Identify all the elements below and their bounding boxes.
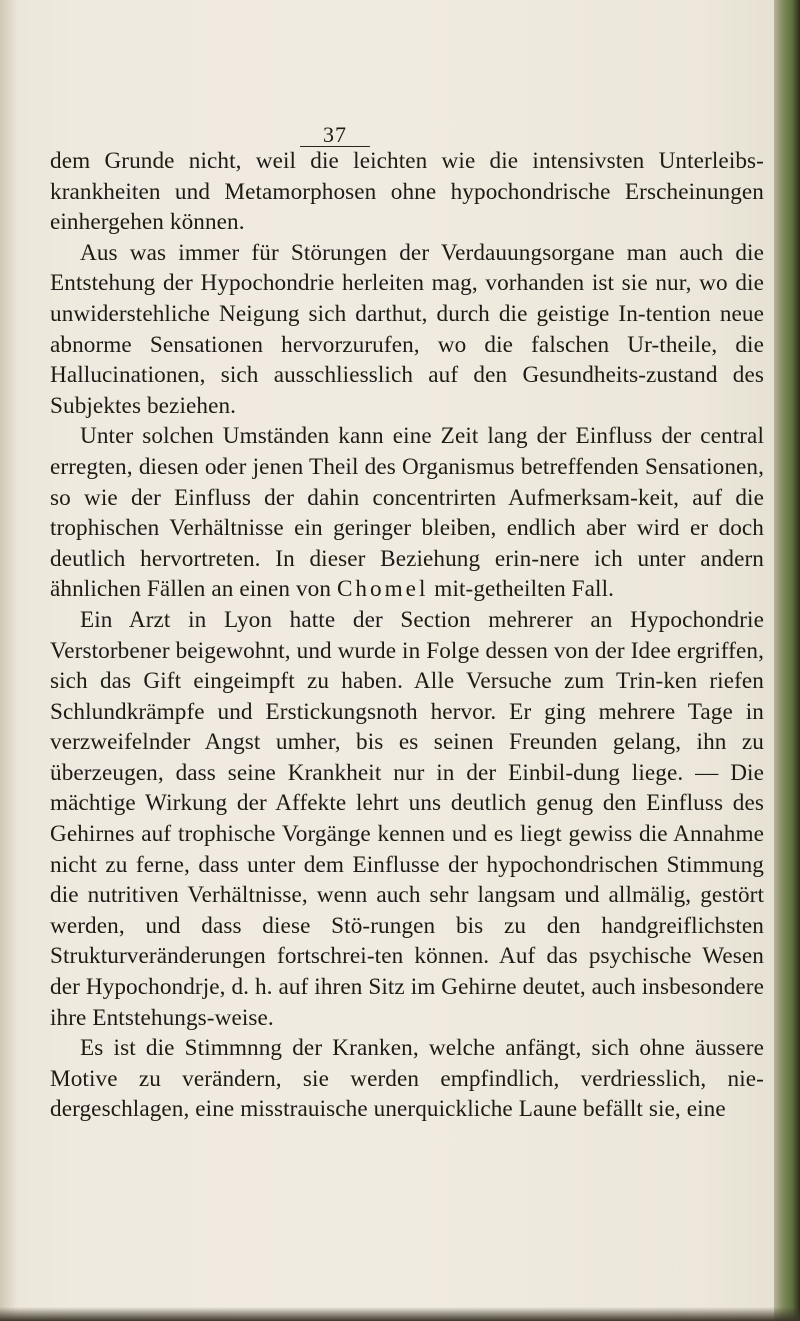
page-number: 37 bbox=[300, 126, 370, 147]
paragraph-3-text-before: Unter solchen Umständen kann eine Zeit lang der Einfluss der central erregten, diesen oder jenen Theil des Organismus betreffenden Sensationen, so wie der Einfluss der dahin concentrirten Aufmerksam-keit, auf die trophischen Verhältnisse ein geringer bleiben, endlich aber wird er doch deutlich hervortreten. In dieser Beziehung erin-nere ich unter andern ähnlichen Fällen an einen von bbox=[50, 423, 764, 603]
paragraph-1: dem Grunde nicht, weil die leichten wie die intensivsten Unterleibs-krankheiten und Metamorphosen ohne hypochondrische Erscheinungen einhergehen können. bbox=[50, 148, 764, 236]
paragraph-3 bbox=[50, 421, 764, 605]
gutter-shadow bbox=[0, 0, 18, 1321]
paragraph-3-text-after: mit-getheilten Fall. bbox=[428, 576, 615, 603]
page-edge-strip bbox=[774, 0, 800, 1321]
paragraph-2: Aus was immer für Störungen der Verdauungsorgane man auch die Entstehung der Hypochondrie herleiten mag, vorhanden ist sie nur, wo die unwiderstehliche Neigung sich darthut, durch die geistige In-tention neue abnorme Sensationen hervorzurufen, wo die falschen Ur-theile, die Hallucinationen, sich ausschliesslich auf den Gesundheits-zustand des Subjektes beziehen. bbox=[50, 239, 764, 419]
author-name-chomel: Chomel bbox=[336, 576, 429, 603]
paragraph-4: Ein Arzt in Lyon hatte der Section mehrerer an Hypochondrie Verstorbener beigewohnt, und wurde in Folge dessen von der Idee ergriffen, sich das Gift eingeimpft zu haben. Alle Versuche zum Trin-ken riefen Schlundkrämpfe und Erstickungsnoth hervor. Er ging mehrere Tage in verzweifelnder Angst umher, bis es seinen Freunden gelang, ihn zu überzeugen, dass seine Krankheit nur in der Einbil-dung liege. — Die mächtige Wirkung der Affekte lehrt uns deutlich genug den Einfluss des Gehirnes auf trophische Vorgänge kennen und es liegt gewiss die Annahme nicht zu ferne, dass unter dem Einflusse der hypochondrischen Stimmung die nutritiven Verhältnisse, wenn auch sehr langsam und allmälig, gestört werden, und dass diese Stö-rungen bis zu den handgreiflichsten Strukturveränderungen fortschrei-ten können. Auf das psychische Wesen der Hypochondrje, d. h. auf ihren Sitz im Gehirne deutet, auch insbesondere ihre Entstehungs-weise. bbox=[50, 606, 764, 1031]
page-bottom-edge bbox=[0, 1307, 800, 1321]
body-text bbox=[50, 146, 764, 1125]
paragraph-5: Es ist die Stimmnng der Kranken, welche anfängt, sich ohne äussere Motive zu verändern, sie werden empfindlich, verdriesslich, nie-dergeschlagen, eine misstrauische unerquickliche Laune befällt sie, eine bbox=[50, 1035, 764, 1123]
